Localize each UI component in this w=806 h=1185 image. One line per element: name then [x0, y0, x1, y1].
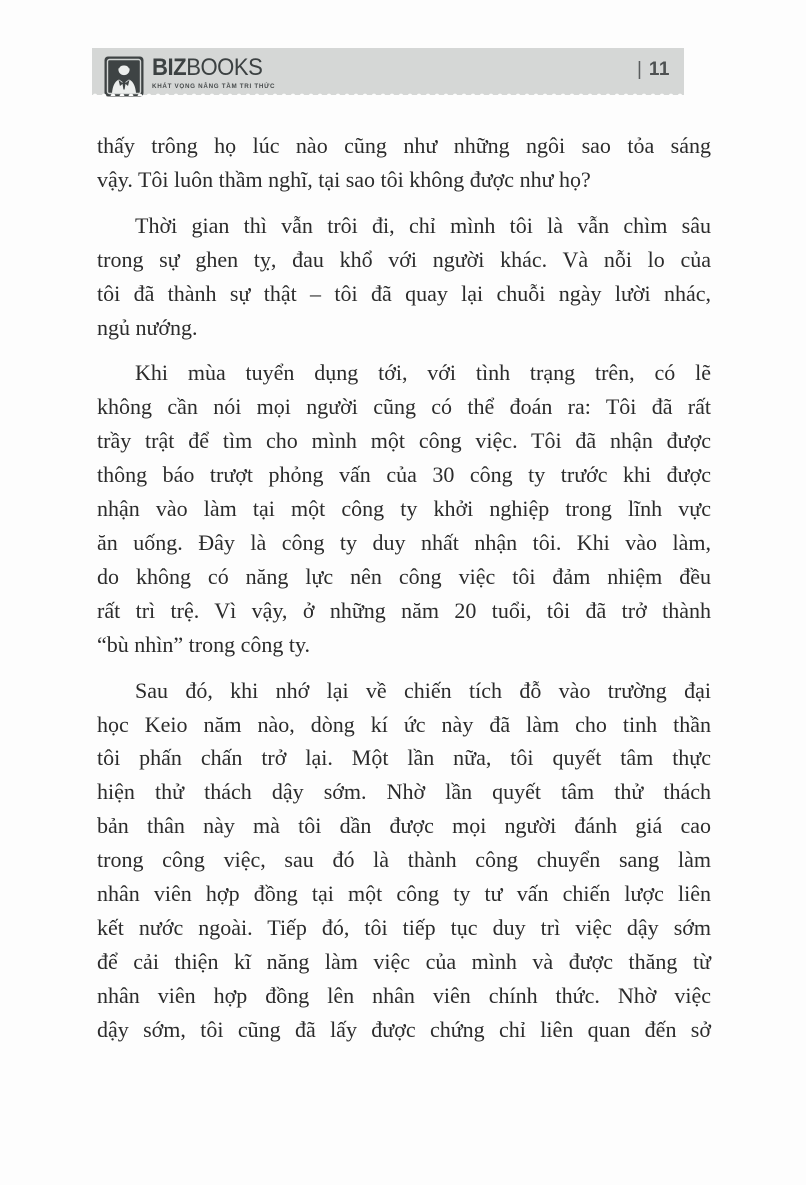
text-line: Thời gian thì vẫn trôi đi, chỉ mình tôi là vẫn chìm sâu — [135, 212, 711, 238]
paragraph — [97, 674, 711, 1047]
text-line: để cải thiện kĩ năng làm việc của mình và được thăng từ — [97, 948, 711, 974]
paragraph — [97, 129, 711, 197]
text-line: ngủ nướng. — [97, 314, 198, 340]
header-band — [92, 48, 684, 95]
bizbooks-logo-text — [152, 56, 275, 90]
bizbooks-logo-icon — [104, 56, 144, 97]
paragraph — [97, 356, 711, 661]
text-line: không cần nói mọi người cũng có thể đoán ra: Tôi đã rất — [97, 394, 711, 420]
text-line: Sau đó, khi nhớ lại về chiến tích đỗ vào trường đại — [135, 677, 711, 703]
page-number — [637, 59, 670, 81]
text-line: thấy trông họ lúc nào cũng như những ngôi sao tỏa sáng — [97, 133, 711, 158]
text-line: Khi mùa tuyển dụng tới, với tình trạng trên, có lẽ — [135, 360, 711, 386]
text-line: học Keio năm nào, dòng kí ức này đã làm cho tinh thần — [97, 711, 711, 737]
text-line: tôi đã thành sự thật – tôi đã quay lại chuỗi ngày lười nhác, — [97, 280, 711, 306]
text-line: rất trì trệ. Vì vậy, ở những năm 20 tuổi, tôi đã trở thành — [97, 597, 711, 623]
brand-name — [152, 56, 275, 80]
text-line: trầy trật để tìm cho mình một công việc. Tôi đã nhận được — [97, 428, 711, 454]
paragraph — [97, 209, 711, 345]
text-line: ăn uống. Đây là công ty duy nhất nhận tôi. Khi vào làm, — [97, 529, 711, 555]
text-line: trong sự ghen tỵ, đau khổ với người khác. Và nỗi lo của — [97, 246, 711, 272]
brand-tagline: KHÁT VỌNG NÂNG TẦM TRI THỨC — [152, 83, 276, 90]
text-line: bản thân này mà tôi dần được mọi người đánh giá cao — [97, 813, 711, 839]
text-line: trong công việc, sau đó là thành công chuyển sang làm — [97, 847, 711, 873]
text-line: nhân viên hợp đồng tại một công ty tư vấn chiến lược liên — [97, 881, 711, 907]
page-number-separator: | — [636, 59, 642, 80]
page-body — [97, 129, 711, 1047]
page-number-value: 11 — [648, 59, 670, 80]
text-line: kết nước ngoài. Tiếp đó, tôi tiếp tục duy trì việc dậy sớm — [97, 914, 711, 940]
text-line: “bù nhìn” trong công ty. — [97, 631, 311, 657]
text-line: vậy. Tôi luôn thầm nghĩ, tại sao tôi không được như họ? — [97, 166, 591, 192]
text-line: dậy sớm, tôi cũng đã lấy được chứng chỉ liên quan đến sở — [97, 1016, 711, 1042]
brand-books: BOOKS — [186, 54, 263, 81]
brand-biz: BIZ — [152, 54, 187, 81]
text-line: nhận vào làm tại một công ty khởi nghiệp trong lĩnh vực — [97, 496, 711, 522]
bizbooks-logo — [104, 56, 286, 97]
text-line: thông báo trượt phỏng vấn của 30 công ty trước khi được — [97, 462, 711, 488]
text-line: hiện thử thách dậy sớm. Nhờ lần quyết tâm thử thách — [97, 779, 711, 805]
text-line: nhân viên hợp đồng lên nhân viên chính thức. Nhờ việc — [97, 982, 711, 1008]
text-line: do không có năng lực nên công việc tôi đảm nhiệm đều — [97, 563, 711, 589]
text-line: tôi phấn chấn trở lại. Một lần nữa, tôi quyết tâm thực — [97, 745, 711, 771]
